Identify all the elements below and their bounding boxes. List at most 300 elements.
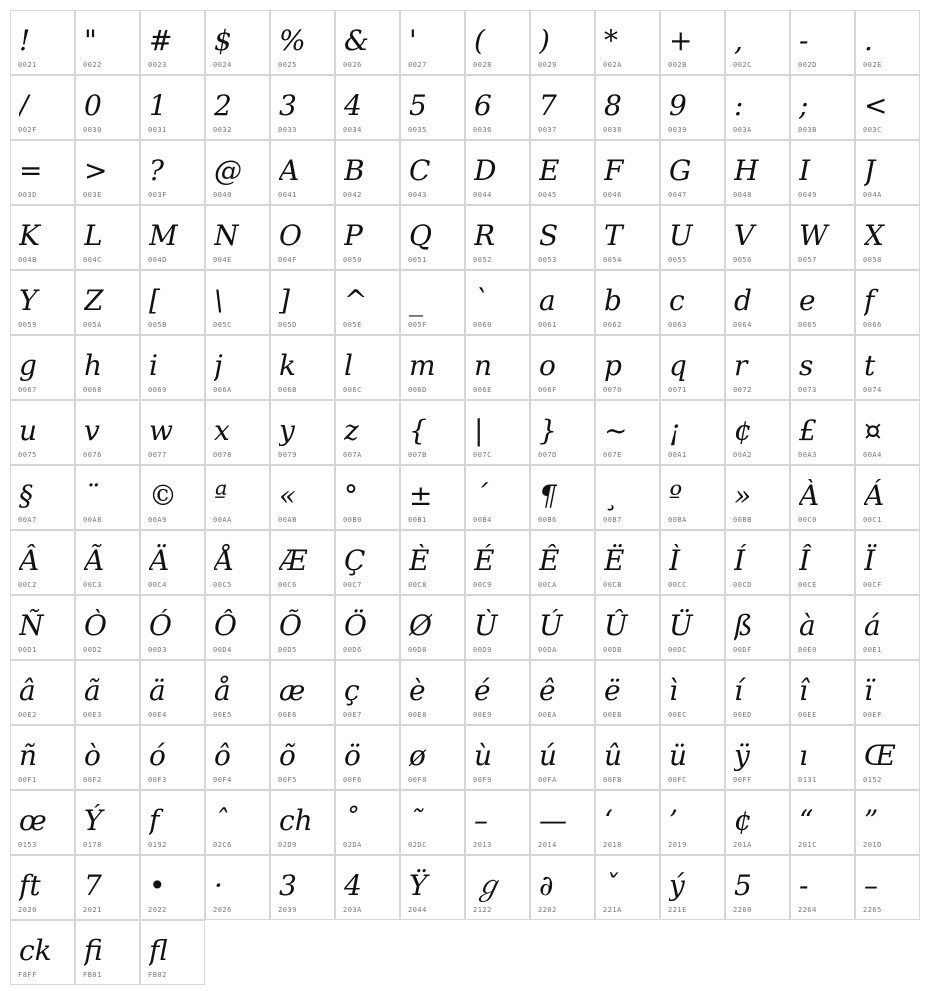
glyph-codepoint: 0061 — [538, 321, 557, 329]
glyph-cell — [270, 725, 335, 790]
glyph-codepoint: 004A — [863, 191, 882, 199]
glyph-codepoint: 2014 — [538, 841, 557, 849]
glyph-cell — [595, 790, 660, 855]
glyph-cell — [530, 465, 595, 530]
glyph-codepoint: 004E — [213, 256, 232, 264]
glyph-char: ] — [279, 284, 290, 317]
glyph-char: o — [539, 349, 556, 382]
glyph-codepoint: 2122 — [473, 906, 492, 914]
glyph-codepoint: 0054 — [603, 256, 622, 264]
glyph-char: Û — [604, 609, 628, 642]
glyph-codepoint: 0076 — [83, 451, 102, 459]
glyph-codepoint: 00DF — [733, 646, 752, 654]
glyph-cell — [465, 855, 530, 920]
glyph-char: ì — [669, 674, 678, 707]
glyph-codepoint: 0029 — [538, 61, 557, 69]
glyph-cell — [790, 465, 855, 530]
glyph-codepoint: 00EB — [603, 711, 622, 719]
glyph-cell — [335, 725, 400, 790]
glyph-cell — [75, 855, 140, 920]
glyph-char: ä — [149, 674, 166, 707]
glyph-cell — [790, 205, 855, 270]
glyph-char: + — [669, 24, 693, 57]
glyph-codepoint: 00B4 — [473, 516, 492, 524]
glyph-char: · — [214, 869, 223, 902]
glyph-codepoint: 007B — [408, 451, 427, 459]
glyph-cell — [725, 140, 790, 205]
glyph-char: % — [279, 24, 306, 57]
glyph-cell — [660, 140, 725, 205]
glyph-codepoint: 0079 — [278, 451, 297, 459]
glyph-char: â — [19, 674, 36, 707]
glyph-char: K — [19, 219, 40, 252]
glyph-cell — [725, 205, 790, 270]
glyph-char: ft — [19, 869, 41, 902]
glyph-cell — [140, 140, 205, 205]
glyph-codepoint: 0062 — [603, 321, 622, 329]
glyph-char: 7 — [84, 869, 102, 902]
glyph-cell — [75, 335, 140, 400]
glyph-cell — [465, 75, 530, 140]
glyph-cell — [530, 400, 595, 465]
glyph-codepoint: 203A — [343, 906, 362, 914]
glyph-codepoint: 00CB — [603, 581, 622, 589]
glyph-cell — [530, 10, 595, 75]
glyph-char: > — [84, 154, 108, 187]
glyph-char: l — [344, 349, 353, 382]
glyph-cell — [530, 660, 595, 725]
glyph-codepoint: FB02 — [148, 971, 167, 979]
glyph-cell — [465, 530, 530, 595]
glyph-char: ñ — [19, 739, 38, 772]
glyph-char: Ã — [84, 544, 105, 577]
glyph-cell — [725, 400, 790, 465]
glyph-char: z — [344, 414, 359, 447]
glyph-cell — [790, 400, 855, 465]
glyph-codepoint: 002F — [18, 126, 37, 134]
glyph-codepoint: 00D9 — [473, 646, 492, 654]
glyph-char: ± — [409, 479, 433, 512]
glyph-char: fi — [84, 934, 103, 967]
glyph-cell — [725, 725, 790, 790]
glyph-char: ª — [214, 479, 228, 512]
glyph-char: — — [539, 804, 567, 837]
glyph-cell — [205, 140, 270, 205]
glyph-char: L — [84, 219, 103, 252]
glyph-char: » — [734, 479, 752, 512]
glyph-cell — [400, 140, 465, 205]
glyph-codepoint: 003E — [83, 191, 102, 199]
glyph-char: Z — [84, 284, 104, 317]
glyph-codepoint: 0060 — [473, 321, 492, 329]
glyph-cell — [855, 400, 920, 465]
glyph-codepoint: 004D — [148, 256, 167, 264]
glyph-char: Â — [19, 544, 40, 577]
glyph-codepoint: 0021 — [18, 61, 37, 69]
glyph-codepoint: 00FA — [538, 776, 557, 784]
glyph-codepoint: 00FF — [733, 776, 752, 784]
glyph-char: ´ — [474, 479, 488, 512]
glyph-codepoint: 00DB — [603, 646, 622, 654]
glyph-cell — [335, 660, 400, 725]
glyph-codepoint: 201D — [863, 841, 882, 849]
glyph-char: õ — [279, 739, 296, 772]
glyph-char: ck — [19, 934, 52, 967]
glyph-codepoint: 00DC — [668, 646, 687, 654]
glyph-codepoint: 2265 — [863, 906, 882, 914]
glyph-codepoint: 0068 — [83, 386, 102, 394]
glyph-cell — [75, 465, 140, 530]
glyph-cell — [335, 400, 400, 465]
glyph-codepoint: 2019 — [668, 841, 687, 849]
glyph-codepoint: 0030 — [83, 126, 102, 134]
glyph-codepoint: 0035 — [408, 126, 427, 134]
glyph-codepoint: 00C5 — [213, 581, 232, 589]
glyph-cell — [660, 10, 725, 75]
glyph-codepoint: 2013 — [473, 841, 492, 849]
glyph-cell — [530, 855, 595, 920]
glyph-codepoint: 0052 — [473, 256, 492, 264]
glyph-cell — [465, 205, 530, 270]
glyph-codepoint: 00C7 — [343, 581, 362, 589]
glyph-char: ¶ — [539, 479, 557, 512]
glyph-codepoint: 0026 — [343, 61, 362, 69]
glyph-codepoint: 2020 — [18, 906, 37, 914]
glyph-cell — [140, 660, 205, 725]
glyph-cell — [660, 75, 725, 140]
glyph-cell — [595, 660, 660, 725]
glyph-cell — [10, 205, 75, 270]
glyph-char: h — [84, 349, 103, 382]
glyph-cell — [595, 10, 660, 75]
glyph-char: ú — [539, 739, 558, 772]
glyph-char: û — [604, 739, 623, 772]
glyph-cell — [660, 595, 725, 660]
glyph-cell — [855, 530, 920, 595]
glyph-cell — [10, 790, 75, 855]
glyph-char: é — [474, 674, 491, 707]
glyph-char: Ó — [149, 609, 172, 642]
glyph-char: e — [799, 284, 816, 317]
glyph-char: ch — [279, 804, 313, 837]
glyph-char: ( — [474, 24, 485, 57]
glyph-char: v — [84, 414, 100, 447]
glyph-cell — [205, 75, 270, 140]
glyph-codepoint: 0046 — [603, 191, 622, 199]
glyph-char: ° — [344, 479, 358, 512]
glyph-codepoint: 005A — [83, 321, 102, 329]
glyph-cell — [10, 400, 75, 465]
glyph-codepoint: 00ED — [733, 711, 752, 719]
glyph-cell — [595, 270, 660, 335]
glyph-char: ¢ — [734, 414, 752, 447]
glyph-cell — [335, 465, 400, 530]
glyph-codepoint: 00AA — [213, 516, 232, 524]
glyph-cell — [465, 140, 530, 205]
glyph-cell — [465, 660, 530, 725]
glyph-codepoint: 0152 — [863, 776, 882, 784]
glyph-cell — [790, 270, 855, 335]
glyph-cell — [855, 465, 920, 530]
glyph-codepoint: 0041 — [278, 191, 297, 199]
glyph-char: R — [474, 219, 496, 252]
glyph-char: A — [279, 154, 300, 187]
glyph-char: ~ — [604, 414, 628, 447]
glyph-cell — [75, 270, 140, 335]
glyph-char: Ë — [604, 544, 625, 577]
glyph-cell — [75, 205, 140, 270]
glyph-codepoint: 00BB — [733, 516, 752, 524]
glyph-cell — [205, 335, 270, 400]
glyph-char: i — [149, 349, 158, 382]
glyph-char: $ — [214, 24, 232, 57]
glyph-char: Ü — [669, 609, 693, 642]
glyph-codepoint: 0047 — [668, 191, 687, 199]
glyph-char: X — [864, 219, 884, 252]
glyph-cell — [335, 10, 400, 75]
glyph-char: " — [84, 24, 97, 57]
glyph-codepoint: 00E0 — [798, 646, 817, 654]
glyph-char: = — [19, 154, 43, 187]
glyph-cell — [75, 140, 140, 205]
glyph-cell — [790, 790, 855, 855]
glyph-codepoint: 0043 — [408, 191, 427, 199]
glyph-char: • — [149, 869, 166, 902]
glyph-codepoint: 0059 — [18, 321, 37, 329]
glyph-codepoint: 004C — [83, 256, 102, 264]
glyph-cell — [595, 335, 660, 400]
glyph-cell — [660, 725, 725, 790]
glyph-char: x — [214, 414, 230, 447]
glyph-codepoint: 0056 — [733, 256, 752, 264]
glyph-char: Ö — [344, 609, 367, 642]
glyph-codepoint: 00A1 — [668, 451, 687, 459]
glyph-cell — [335, 75, 400, 140]
glyph-codepoint: 00D8 — [408, 646, 427, 654]
glyph-cell — [855, 205, 920, 270]
glyph-codepoint: 00F5 — [278, 776, 297, 784]
glyph-cell — [530, 725, 595, 790]
glyph-char: ÿ — [734, 739, 750, 772]
glyph-codepoint: 006E — [473, 386, 492, 394]
glyph-char: 8 — [604, 89, 622, 122]
glyph-cell — [205, 660, 270, 725]
glyph-codepoint: 0050 — [343, 256, 362, 264]
glyph-char: Ò — [84, 609, 107, 642]
glyph-cell — [10, 75, 75, 140]
glyph-cell — [335, 270, 400, 335]
glyph-char: Ì — [669, 544, 681, 577]
glyph-cell — [725, 595, 790, 660]
glyph-cell — [270, 465, 335, 530]
glyph-char: I — [799, 154, 811, 187]
glyph-codepoint: F8FF — [18, 971, 37, 979]
glyph-char: < — [864, 89, 888, 122]
glyph-cell — [205, 270, 270, 335]
glyph-codepoint: 00D1 — [18, 646, 37, 654]
glyph-codepoint: 0039 — [668, 126, 687, 134]
glyph-codepoint: 00E2 — [18, 711, 37, 719]
glyph-char: d — [734, 284, 752, 317]
glyph-char: | — [474, 414, 484, 447]
glyph-char: 3 — [279, 89, 297, 122]
glyph-cell — [595, 205, 660, 270]
glyph-cell — [10, 465, 75, 530]
glyph-cell — [790, 660, 855, 725]
glyph-char: O — [279, 219, 302, 252]
glyph-cell — [270, 595, 335, 660]
glyph-cell — [725, 75, 790, 140]
glyph-char: 7 — [539, 89, 557, 122]
glyph-codepoint: 2264 — [798, 906, 817, 914]
glyph-codepoint: 002B — [668, 61, 687, 69]
glyph-codepoint: 0034 — [343, 126, 362, 134]
glyph-cell — [790, 530, 855, 595]
glyph-char: ý — [669, 869, 685, 902]
glyph-cell — [530, 595, 595, 660]
glyph-char: ^ — [344, 284, 368, 317]
glyph-char: u — [19, 414, 38, 447]
glyph-cell — [270, 400, 335, 465]
glyph-cell — [530, 790, 595, 855]
glyph-codepoint: 0024 — [213, 61, 232, 69]
glyph-codepoint: 0025 — [278, 61, 297, 69]
glyph-char: ƒ — [149, 804, 160, 837]
glyph-char: & — [344, 24, 369, 57]
glyph-char: : — [734, 89, 744, 122]
glyph-char: F — [604, 154, 624, 187]
glyph-cell — [140, 335, 205, 400]
glyph-cell — [270, 205, 335, 270]
glyph-char: ˚ — [344, 804, 358, 837]
glyph-codepoint: 0070 — [603, 386, 622, 394]
glyph-char: ê — [539, 674, 556, 707]
glyph-char: Ø — [409, 609, 432, 642]
glyph-codepoint: 003A — [733, 126, 752, 134]
glyph-codepoint: 0073 — [798, 386, 817, 394]
glyph-char: ü — [669, 739, 688, 772]
glyph-cell — [660, 530, 725, 595]
glyph-codepoint: 005F — [408, 321, 427, 329]
glyph-cell — [530, 530, 595, 595]
glyph-char: Ç — [344, 544, 366, 577]
glyph-char: { — [409, 414, 427, 447]
glyph-char: ù — [474, 739, 493, 772]
glyph-char: Ä — [149, 544, 170, 577]
glyph-codepoint: 00DA — [538, 646, 557, 654]
glyph-char: Y — [19, 284, 38, 317]
glyph-codepoint: 005C — [213, 321, 232, 329]
glyph-codepoint: 004B — [18, 256, 37, 264]
glyph-char: # — [149, 24, 173, 57]
glyph-cell — [725, 465, 790, 530]
glyph-char: ‘ — [604, 804, 613, 837]
glyph-codepoint: 00D2 — [83, 646, 102, 654]
glyph-cell — [855, 595, 920, 660]
glyph-codepoint: 0032 — [213, 126, 232, 134]
glyph-char: ã — [84, 674, 101, 707]
glyph-char: 3 — [279, 869, 297, 902]
glyph-codepoint: 00D6 — [343, 646, 362, 654]
glyph-cell — [205, 725, 270, 790]
glyph-codepoint: 00AB — [278, 516, 297, 524]
glyph-char: - — [799, 869, 809, 902]
glyph-char: y — [279, 414, 295, 447]
glyph-char: N — [214, 219, 239, 252]
glyph-codepoint: 00FB — [603, 776, 622, 784]
glyph-codepoint: 2044 — [408, 906, 427, 914]
glyph-codepoint: 221E — [668, 906, 687, 914]
glyph-char: ˆ — [214, 804, 228, 837]
glyph-codepoint: 00C8 — [408, 581, 427, 589]
glyph-codepoint: 0048 — [733, 191, 752, 199]
glyph-codepoint: 006F — [538, 386, 557, 394]
glyph-char: P — [344, 219, 363, 252]
glyph-char: ' — [409, 24, 417, 57]
glyph-char: p — [604, 349, 622, 382]
glyph-cell — [335, 335, 400, 400]
glyph-codepoint: 002E — [863, 61, 882, 69]
glyph-cell — [270, 335, 335, 400]
glyph-char: 1 — [149, 89, 167, 122]
glyph-codepoint: 2202 — [538, 906, 557, 914]
glyph-char: 4 — [344, 869, 362, 902]
glyph-codepoint: 0063 — [668, 321, 687, 329]
glyph-cell — [140, 465, 205, 530]
glyph-char: Ú — [539, 609, 563, 642]
glyph-cell — [855, 10, 920, 75]
glyph-cell — [10, 10, 75, 75]
glyph-cell — [595, 140, 660, 205]
glyph-cell — [595, 855, 660, 920]
glyph-cell — [790, 335, 855, 400]
glyph-cell — [400, 335, 465, 400]
glyph-codepoint: 00CD — [733, 581, 752, 589]
glyph-codepoint: 0028 — [473, 61, 492, 69]
glyph-codepoint: 0131 — [798, 776, 817, 784]
glyph-cell — [205, 855, 270, 920]
glyph-char: ß — [734, 609, 753, 642]
glyph-codepoint: 00D5 — [278, 646, 297, 654]
glyph-cell — [140, 725, 205, 790]
glyph-cell — [855, 725, 920, 790]
glyph-char: – — [864, 869, 878, 902]
glyph-codepoint: 00CF — [863, 581, 882, 589]
glyph-codepoint: 02C6 — [213, 841, 232, 849]
glyph-char: ¨ — [84, 479, 98, 512]
glyph-cell — [205, 10, 270, 75]
glyph-char: ) — [539, 24, 550, 57]
glyph-char: Å — [214, 544, 235, 577]
glyph-char: ø — [409, 739, 426, 772]
glyph-codepoint: 0033 — [278, 126, 297, 134]
glyph-cell — [465, 595, 530, 660]
glyph-codepoint: 006A — [213, 386, 232, 394]
glyph-codepoint: 00E7 — [343, 711, 362, 719]
glyph-cell — [205, 400, 270, 465]
glyph-char: W — [799, 219, 828, 252]
glyph-char: b — [604, 284, 622, 317]
glyph-cell — [660, 855, 725, 920]
glyph-codepoint: 00E8 — [408, 711, 427, 719]
glyph-char: ô — [214, 739, 231, 772]
glyph-codepoint: 00B1 — [408, 516, 427, 524]
glyph-cell — [855, 335, 920, 400]
glyph-char: - — [799, 24, 809, 57]
glyph-cell — [725, 270, 790, 335]
glyph-char: . — [864, 24, 873, 57]
glyph-codepoint: 006B — [278, 386, 297, 394]
